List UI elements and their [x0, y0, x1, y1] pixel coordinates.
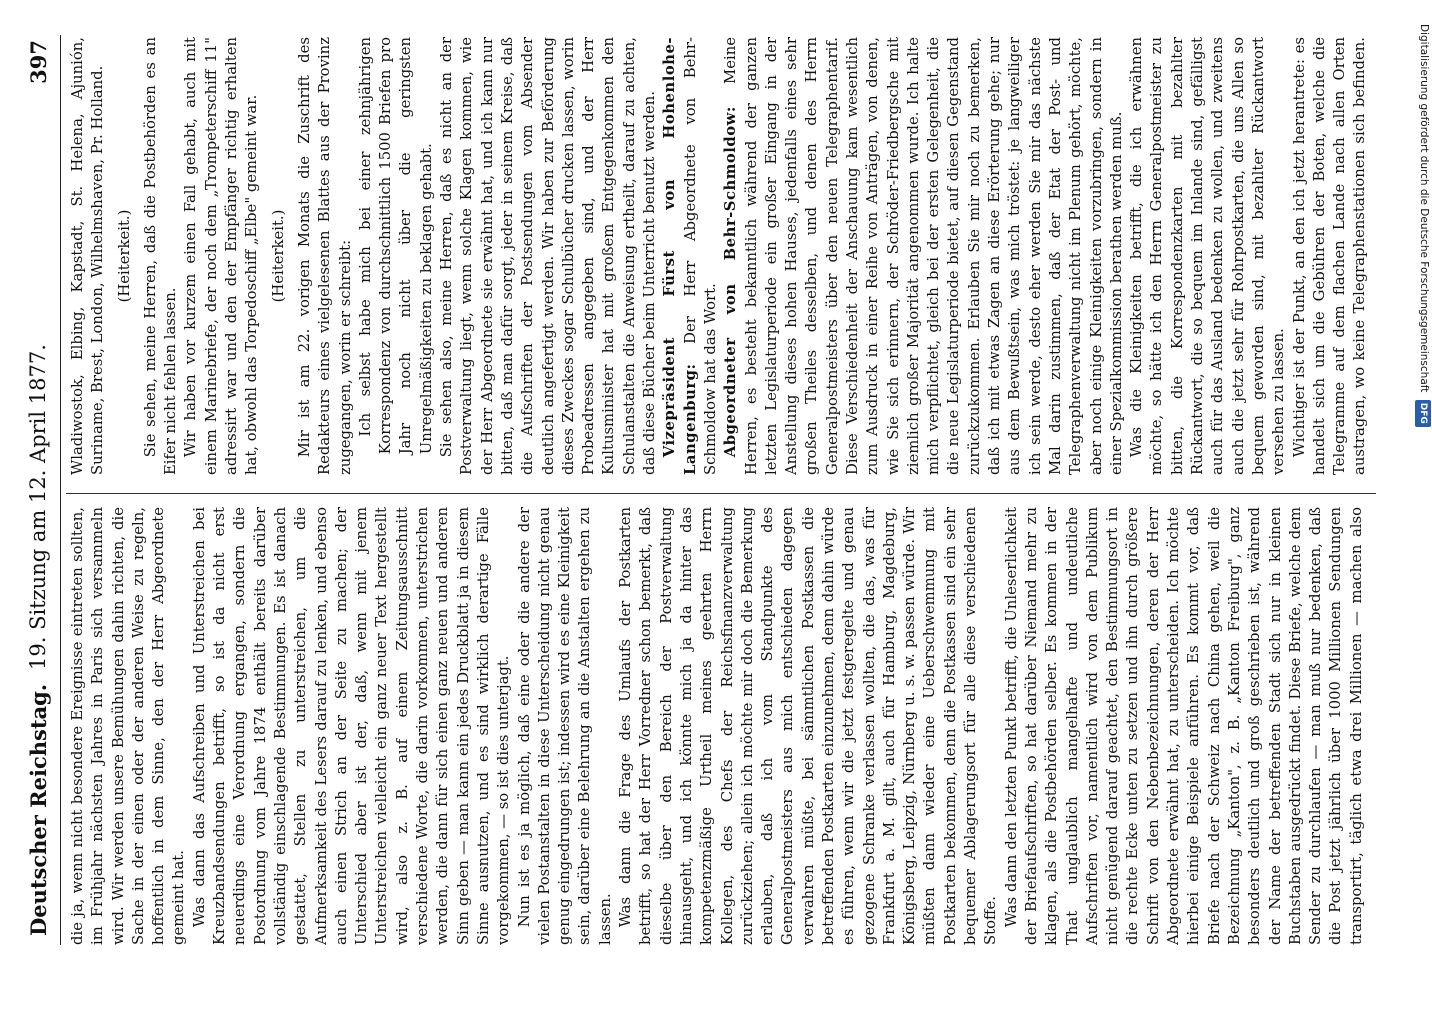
paragraph-text: Was dann den letzten Punkt betrifft, die Unleserlichkeit der Briefaufschriften, so hat darüber Niemand mehr zu klagen, als die Postbehörden selber. Es kommen in der That unglaublich mangelhafte und undeutliche Aufschriften vor, namentlich wird von dem Publikum nicht genügend darauf geachtet, den Bestimmungsort in die rechte Ecke unten zu setzen und ihn durch größere Schrift von den Nebenbezeichnungen, deren der Herr Abgeordnete erwähnt hat, zu unterscheiden. Ich möchte hierbei einige Beispiele anführen. Es kommt vor, daß Briefe nach der Schweiz nach China gehen, weil die Bezeichnung „Kanton", z. B. „Kanton Freiburg", ganz besonders deutlich und groß geschrieben ist, während der Name der betreffenden Stadt sich nur in kleinen Buchstaben ausgedrückt findet. Diese Briefe, welche dem Sender zu durchlaufen — man muß nur bedenken, daß die Post jetzt jährlich über 1000 Millionen Sendungen transportirt, täglich etwa drei Millionen — machen also [1002, 507, 1365, 945]
text-column-left [68, 507, 1368, 945]
text-column-right [68, 37, 1368, 475]
paragraph [1127, 37, 1289, 475]
paragraph [68, 37, 109, 475]
paragraph-text: Der Herr Abgeordnete von Behr-Schmoldow hat das Wort. [681, 37, 719, 475]
paragraph-text: Wichtiger ist der Punkt, an den ich jetzt herantrete: es handelt sich um die Gebühren der Boten, welche die Telegramme auf dem flachen Lande nach allen Orten austragen, wo keine Telegraphenstationen sich befinden. [1290, 37, 1368, 475]
dfg-logo: DFG [1415, 400, 1431, 427]
paragraph-text: Was dann das Aufschreiben und Unterstreichen bei Kreuzbandsendungen betrifft, so ist da nicht erst neuerdings eine Verordnung ergangen, sondern die Postordnung vom Jahre 1874 enthält bereits darüber vollständig einschlagende Bestimmungen. Es ist danach gestattet, Stellen zu unterstreichen, um die Aufmerksamkeit des Lesers darauf zu lenken, und ebenso auch einen Strich an der Seite zu machen; der Unterschied aber ist der, daß, wenn mit jenem Unterstreichen vielleicht ein ganz neuer Text hergestellt wird, also z. B. auf einem Zeitungsausschnitt verschiedene Worte, die darin vorkommen, unterstrichen werden, die dann für sich einen ganz neuen und anderen Sinn geben — man kann ein jedes Druckblatt ja in diesem Sinne ausnutzen, und es sind wirklich derartige Fälle vorgekommen, — so ist dies unterjagt. [190, 507, 513, 945]
paragraph [68, 507, 190, 945]
paragraph-text: Wir haben vor kurzem einen Fall gehabt, auch mit einem Marinebriefe, der noch dem „Trompeterschiff 11" adressirt war und den der Empfänger richtig erhalten hat, obwohl das Torpedoschiff „Elbe" gemeint war. [182, 37, 261, 475]
paragraph-text: die ja, wenn nicht besondere Ereignisse eintreten sollten, im Frühjahr nächsten Jahres in Paris sich versammeln wird. Wir werden unsere Bemühungen dahin richten, die Sache in der einen oder der anderen Weise zu regeln, hoffentlich in dem Sinne, den der Herr Abgeordnete gemeint hat. [69, 507, 188, 945]
paragraph [616, 507, 1002, 945]
credit-text: Digitalisierung gefördert durch die Deutsche Forschungsgemeinschaft [1418, 24, 1430, 393]
paragraph-text: Sie sehen also, meine Herren, daß es nicht an der Postverwaltung liegt, wenn solche Klagen kommen, wie der Herr Abgeordnete sie erwähnt hat, und ich kann nur bitten, daß man dafür sorgt, jeder in seinem Kreise, daß die Aufschriften der Postsendungen vom Absender deutlich angefertigt werden. Wir haben zur Beförderung dieses Zweckes sogar Schulbücher drucken lassen, worin Probeadressen angegeben sind, und der Herr Kultusminister hat mit großem Entgegenkommen den Schulanstalten die Anweisung ertheilt, darauf zu achten, daß diese Bücher beim Unterricht benutzt werden. [438, 37, 659, 475]
paragraph-text: Nun ist es ja möglich, daß eine oder die andere der vielen Postanstalten in diese Unterscheidung nicht genau genug eingedrungen ist; indessen wird es eine Kleinigkeit sein, darüber eine Belehrung an die Anstalten ergehen zu lassen. [515, 507, 614, 945]
stage-direction [269, 37, 289, 475]
paragraph [660, 37, 721, 475]
paragraph-text: Mir ist am 22. vorigen Monats die Zuschrift des Redakteurs eines vielgelesenen Blattes aus der Provinz zugegangen, worin er schreibt: [295, 37, 354, 475]
paragraph-text: Was dann die Frage des Umlaufs der Postkarten betrifft, so hat der Herr Vorredner schon bemerkt, daß dieselbe über den Bereich der Postverwaltung hinausgeht, und ich könnte mich ja da hinter das kompetenzmäßige Urtheil meines geehrten Herrn Kollegen, des Chefs der Reichsfinanzverwaltung zurückziehen; allein ich möchte mir doch die Bemerkung erlauben, daß ich vom Standpunkte des Generalpostmeisters aus mich entschieden dagegen verwahren müßte, bei sämmtlichen Postkassen die betreffenden Postkarten einzunehmen, denn dahin würde es führen, wenn wir die jetzt festgeregelte und genau gezogene Schranke verlassen wollten, die das, was für Frankfurt a. M. gilt, auch für Hamburg, Magdeburg, Königsberg, Leipzig, Nürnberg u. s. w. passen würde. Wir müßten dann wieder eine Ueberschwemmung mit Postkarten bekommen, denn die Postkassen sind ein sehr bequemer Ablagerungsort für alle diese verschiedenen Stoffe. [617, 507, 1000, 945]
digitization-credit [1416, 0, 1432, 1000]
page-header [26, 30, 56, 970]
paragraph-text: (Heiterkeit.) [269, 209, 287, 303]
paragraph [295, 37, 356, 475]
paragraph-text: Ich selbst habe mich bei einer zehnjährigen Korrespondenz von durchschnittlich 1500 Briefen pro Jahr noch nicht über die geringsten Unregelmäßigkeiten zu beklagen gehabt. [356, 37, 435, 455]
header-session: 19. Sitzung am 12. April 1877. [26, 344, 50, 670]
stage-direction [115, 37, 135, 475]
paragraph [181, 37, 262, 475]
paragraph-text: Meine Herren, es besteht bekanntlich während der ganzen letzten Legislaturperiode ein großer Eingang in der Anstellung dieses hohen Hauses, jedenfalls eines sehr großen Theiles desselben, und denen des Herrn Generalpostmeisters über den neuen Telegraphentarif. Diese Verschiedenheit der Anschauung kam wesentlich zum Ausdruck in einer Reihe von Anträgen, von denen, wie Sie sich erinnern, der Schröder-Friedbergsche mit ziemlich großer Majorität angenommen wurde. Ich halte mich verpflichtet, gleich bei der ersten Gelegenheit, die die neue Legislaturperiode bietet, auf diesen Gegenstand zurückzukommen. Erlauben Sie mir noch zu bemerken, daß ich mit etwas Zagen an diese Erörterung gehe; nur aus dem Bewußtsein, was mich tröstet: je langweiliger ich sein werde, desto eher werden Sie mir das nächste Mal darin zustimmen, daß der Etat der Post- und Telegraphenverwaltung nicht im Plenum gehört, möchte, aber noch einige Kleinigkeiten vorzubringen, sondern in einer Spezialkommission berathen werden muß. [722, 37, 1125, 475]
paragraph [141, 37, 182, 475]
paragraph [515, 507, 616, 945]
header-rule [60, 35, 61, 945]
paragraph-text: (Heiterkeit.) [115, 209, 133, 303]
paragraph [1002, 507, 1368, 945]
header-title: Deutscher Reichstag. [26, 683, 51, 936]
paragraph [437, 37, 660, 475]
paragraph-text: Wladiwostok, Elbing, Kapstadt, St. Helena, Ajunión, Suriname, Brest, London, Wilhelmshaven, Pr. Holland. [69, 37, 107, 475]
speaker-name: Abgeordneter von Behr-Schmoldow: [722, 106, 740, 458]
paragraph [721, 37, 1127, 475]
paragraph [190, 507, 515, 945]
page-number: 397 [26, 40, 51, 84]
paragraph-text: Sie sehen, meine Herren, daß die Postbehörden es an Eifer nicht fehlen lassen. [141, 37, 180, 475]
speaker-name: Vizepräsident Fürst von Hohenlohe-Langenburg: [661, 37, 699, 475]
paragraph [1290, 37, 1368, 475]
column-divider [66, 493, 1376, 494]
quoted-passage [356, 37, 437, 475]
paragraph-text: Was die Kleinigkeiten betrifft, die ich erwähnen möchte, so hätte ich den Herrn Generalpostmeister zu bitten, die Korrespondenzkarten mit bezahlter Rückantwort, die so bequem im Inlande sind, gefälligst auch für das Ausland bedenken zu wollen, und zweitens auch die jetzt sehr für Rohrpostkarten, die uns Allen so bequem geworden sind, mit bezahlter Rückantwort versehen zu lassen. [1128, 37, 1288, 475]
